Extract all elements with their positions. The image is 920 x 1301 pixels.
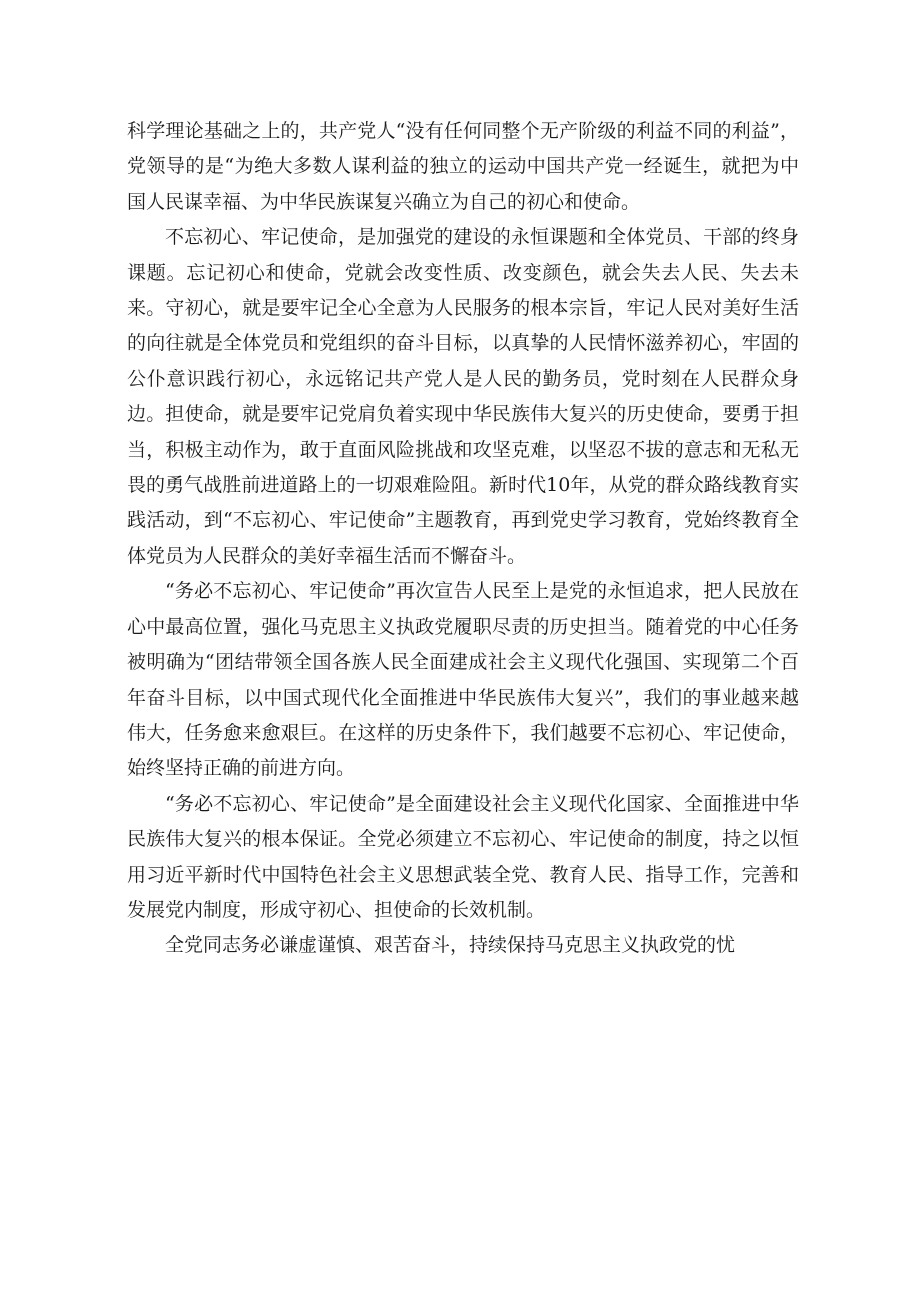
paragraph-5: 全党同志务必谦虚谨慎、艰苦奋斗，持续保持马克思主义执政党的忧	[165, 934, 736, 957]
paragraph-1: 科学理论基础之上的，共产党人“没有任何同整个无产阶级的利益不同的利益”，党领导的是“为绝大多数人谋利益的独立的运动中国共产党一经诞生，就把为中国人民谋幸福、为中华民族谋复兴确立为自己的初心和使命。	[127, 120, 799, 213]
document-body	[127, 114, 799, 964]
paragraph-4: “务必不忘初心、牢记使命”是全面建设社会主义现代化国家、全面推进中华民族伟大复兴的根本保证。全党必须建立不忘初心、牢记使命的制度，持之以恒用习近平新时代中国特色社会主义思想武装全党、教育人民、指导工作，完善和发展党内制度，形成守初心、担使命的长效机制。	[127, 792, 799, 921]
paragraph-3: “务必不忘初心、牢记使命”再次宣告人民至上是党的永恒追求，把人民放在心中最高位置，强化马克思主义执政党履职尽责的历史担当。随着党的中心任务被明确为“团结带领全国各族人民全面建成社会主义现代化强国、实现第二个百年奋斗目标，以中国式现代化全面推进中华民族伟大复兴”，我们的事业越来越伟大，任务愈来愈艰巨。在这样的历史条件下，我们越要不忘初心、牢记使命，始终坚持正确的前进方向。	[127, 580, 799, 780]
paragraph-2: 不忘初心、牢记使命，是加强党的建设的永恒课题和全体党员、干部的终身课题。忘记初心和使命，党就会改变性质、改变颜色，就会失去人民、失去未来。守初心，就是要牢记全心全意为人民服务的根本宗旨，牢记人民对美好生活的向往就是全体党员和党组织的奋斗目标，以真挚的人民情怀滋养初心，牢固的公仆意识践行初心，永远铭记共产党人是人民的勤务员，党时刻在人民群众身边。担使命，就是要牢记党肩负着实现中华民族伟大复兴的历史使命，要勇于担当，积极主动作为，敢于直面风险挑战和攻坚克难，以坚忍不拔的意志和无私无畏的勇气战胜前进道路上的一切艰难险阻。新时代10年，从党的群众路线教育实践活动，到“不忘初心、牢记使命”主题教育，再到党史学习教育，党始终教育全体党员为人民群众的美好幸福生活而不懈奋斗。	[127, 226, 799, 567]
